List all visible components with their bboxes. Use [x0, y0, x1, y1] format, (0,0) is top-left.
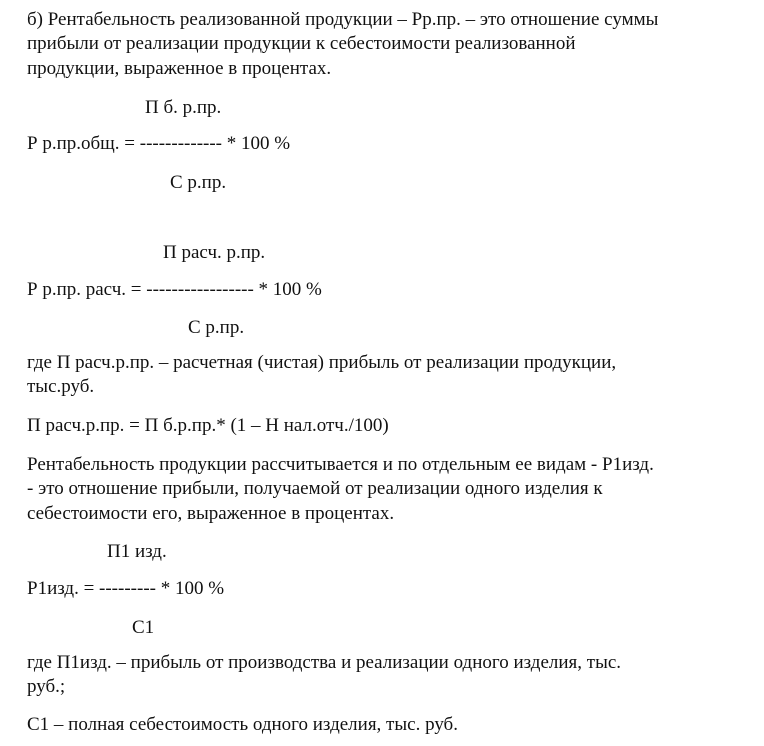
- intro-line-3: продукции, выраженное в процентах.: [27, 58, 332, 79]
- intro-line-2: прибыли от реализации продукции к себестоимости реализованной: [27, 33, 576, 54]
- intro-line-1: б) Рентабельность реализованной продукции – Рр.пр. – это отношение суммы: [27, 9, 659, 30]
- formula2-numerator: П расч. р.пр.: [163, 242, 266, 263]
- explain2-line-1: где П1изд. – прибыль от производства и реализации одного изделия, тыс.: [27, 652, 622, 673]
- para2-line-3: себестоимости его, выраженное в процентах.: [27, 503, 395, 524]
- formula1-equation: Р р.пр.общ. = ------------- * 100 %: [27, 133, 291, 154]
- formula1-numerator: П б. р.пр.: [145, 97, 222, 118]
- explain1-line-1: где П расч.р.пр. – расчетная (чистая) прибыль от реализации продукции,: [27, 352, 617, 373]
- explain1-line-2: тыс.руб.: [27, 376, 95, 397]
- para2-line-2: - это отношение прибыли, получаемой от реализации одного изделия к: [27, 478, 603, 499]
- formula2-equation: Р р.пр. расч. = ----------------- * 100 %: [27, 279, 322, 300]
- formula1-denominator: С р.пр.: [170, 172, 227, 193]
- formula2-denominator: С р.пр.: [188, 317, 245, 338]
- formula4-denominator: С1: [132, 617, 155, 638]
- formula4-numerator: П1 изд.: [107, 541, 167, 562]
- para2-line-1: Рентабельность продукции рассчитывается и по отдельным ее видам - Р1изд.: [27, 454, 654, 475]
- formula4-equation: Р1изд. = --------- * 100 %: [27, 578, 225, 599]
- explain2-line-2: руб.;: [27, 676, 66, 697]
- explain3-line: С1 – полная себестоимость одного изделия, тыс. руб.: [27, 714, 458, 735]
- formula3-equation: П расч.р.пр. = П б.р.пр.* (1 – Н нал.отч./100): [27, 415, 389, 436]
